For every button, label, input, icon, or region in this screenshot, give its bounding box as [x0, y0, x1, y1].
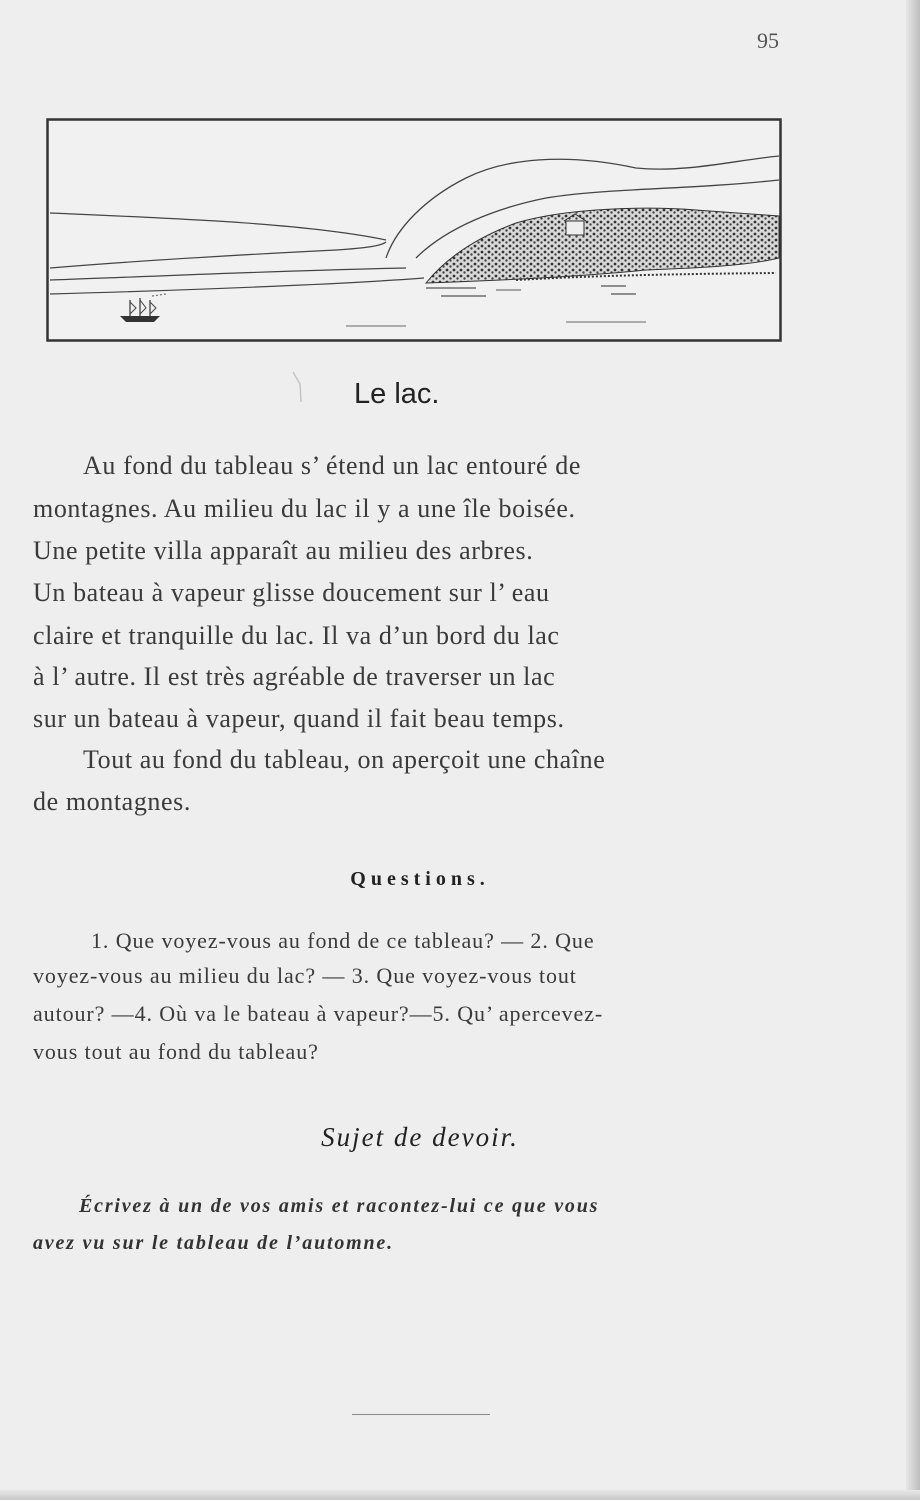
- assignment-line: Écrivez à un de vos amis et racontez-lui ce que vous: [79, 1195, 600, 1217]
- question-line: voyez-vous au milieu du lac? — 3. Que voyez-vous tout: [33, 963, 577, 988]
- page-number: 95: [757, 28, 779, 53]
- bottom-rule: [352, 1414, 490, 1415]
- paragraph-line: sur un bateau à vapeur, quand il fait beau temps.: [33, 704, 565, 733]
- paragraph-line: Tout au fond du tableau, on aperçoit une chaîne: [83, 745, 606, 774]
- stray-mark: [291, 370, 305, 404]
- paragraph-line: Un bateau à vapeur glisse doucement sur l’ eau: [33, 578, 550, 607]
- question-line: 1. Que voyez-vous au fond de ce tableau? — 2. Que: [91, 928, 595, 953]
- page-bottom-edge: [0, 1490, 920, 1500]
- assignment-heading: Sujet de devoir.: [321, 1122, 519, 1152]
- paragraph-line: montagnes. Au milieu du lac il y a une île boisée.: [33, 494, 576, 523]
- assignment-line: avez vu sur le tableau de l’automne.: [33, 1232, 394, 1254]
- paragraph-line: claire et tranquille du lac. Il va d’un bord du lac: [33, 621, 560, 650]
- lake-illustration: [46, 118, 782, 342]
- question-line: vous tout au fond du tableau?: [33, 1039, 319, 1064]
- paragraph-line: à l’ autre. Il est très agréable de traverser un lac: [33, 662, 556, 691]
- page-edge: [906, 0, 920, 1500]
- paragraph-line: de montagnes.: [33, 787, 191, 816]
- paragraph-line: Au fond du tableau s’ étend un lac entouré de: [83, 451, 581, 480]
- lake-drawing: [46, 118, 782, 342]
- question-line: autour? —4. Où va le bateau à vapeur?—5. Qu’ apercevez-: [33, 1001, 604, 1026]
- page-title: Le lac.: [354, 378, 440, 410]
- paragraph-line: Une petite villa apparaît au milieu des arbres.: [33, 536, 534, 565]
- questions-heading: Questions.: [350, 868, 490, 890]
